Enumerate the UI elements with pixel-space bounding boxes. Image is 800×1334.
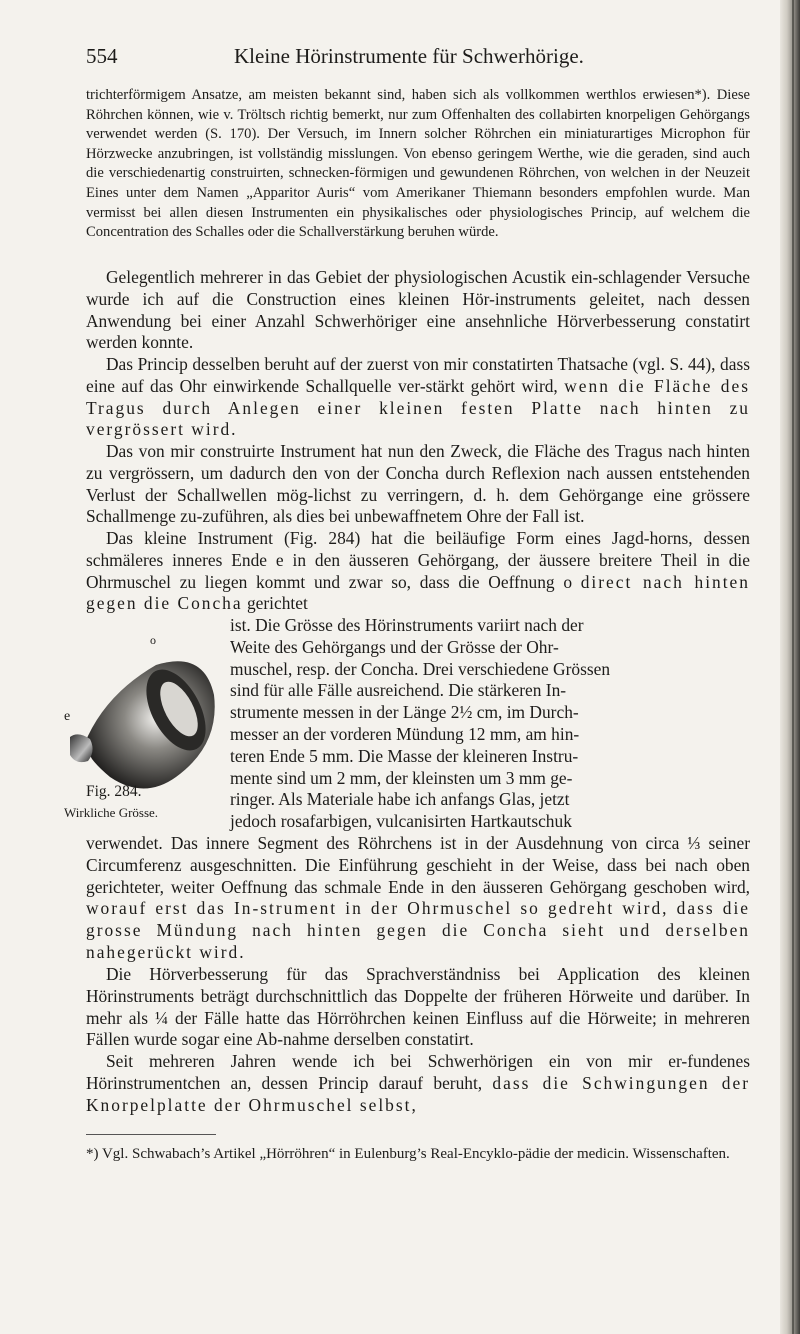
paragraph-7-text: Die Hörverbesserung für das Sprachverständniss bei Application des kleinen Hörinstruments beträgt durchschnittlich das Doppelte der früheren Hörweite und darüber. In mehr als ¼ der Fälle hatte das Hörröhrchen keinen Einfluss auf die Hörweite; in mehreren Fällen wurde sogar eine Ab-nahme derselben constatirt. xyxy=(86,964,750,1050)
paragraph-2 xyxy=(86,267,750,354)
wrap-line: messer an der vorderen Mündung 12 mm, am hin- xyxy=(230,723,580,744)
wrap-line: ist. Die Grösse des Hörinstruments variirt nach der xyxy=(230,615,584,635)
paragraph-4 xyxy=(86,441,750,528)
paragraph-5-part-c: gerichtet xyxy=(242,593,308,614)
page-number: 554 xyxy=(86,44,118,68)
paragraph-4-text: Das von mir construirte Instrument hat nun den Zweck, die Fläche des Tragus nach hinten zu vergrössern, um dadurch den von der Concha durch Reflexion nach aussen entstehenden Verlust der Schallwellen mög-lichst zu verringern, d. h. dem Gehörgange eine grössere Schallmenge zu-zuführen, als dies bei unbewaffnetem Ohre der Fall ist. xyxy=(86,441,750,527)
paragraph-8 xyxy=(86,1051,750,1116)
paragraph-5-text xyxy=(86,528,750,615)
page-header xyxy=(86,44,750,74)
figure-wrap-text xyxy=(230,615,750,833)
paragraph-3 xyxy=(86,354,750,441)
figure-label-o: o xyxy=(150,633,156,647)
wrap-line: jedoch rosafarbigen, vulcanisirten Hartkautschuk xyxy=(230,811,572,832)
paragraph-7 xyxy=(86,964,750,1051)
wrap-line: strumente messen in der Länge 2½ cm, im Durch- xyxy=(230,702,579,723)
paragraph-3-emphasis: wenn die Fläche des Tragus durch Anlegen einer kleinen festen Platte nach hinten zu vergrössert wird. xyxy=(86,375,750,440)
footnote-rule xyxy=(86,1134,216,1135)
paragraph-8-text xyxy=(86,1051,750,1116)
figure-label-e: e xyxy=(64,709,71,724)
paragraph-5-part-a: Das kleine Instrument (Fig. 284) hat die beiläufige Form eines Jagd-horns, dessen schmäleres inneres Ende e in den äusseren Gehörgang, der äussere breitere Theil in die Ohrmuschel zu liegen kommt und zwar so, dass die Oeffnung o xyxy=(86,528,750,592)
paragraph-6-emphasis: worauf erst das In-strument in der Ohrmuschel so gedreht wird, dass die grosse Mündung nach hinten gegen die Concha sieht und derselben nahegerückt wird. xyxy=(86,898,750,962)
wrap-line: sind für alle Fälle ausreichend. Die stärkeren In- xyxy=(230,680,567,701)
paragraph-3-part-a: Das Princip desselben beruht auf der zuerst von mir constatirten Thatsache (vgl. S. 44), dass eine auf das Ohr einwirkende Schallquelle ver-stärkt gehört wird, xyxy=(86,354,750,396)
running-title: Kleine Hörinstrumente für Schwerhörige. xyxy=(234,44,584,68)
paragraph-8-emphasis: dass die Schwingungen der Knorpelplatte der Ohrmuschel selbst, xyxy=(86,1072,750,1115)
paragraph-5 xyxy=(86,528,750,615)
horn-tip xyxy=(70,734,93,762)
page-gutter-shadow xyxy=(780,0,800,1334)
paragraph-6 xyxy=(86,833,750,964)
wrap-line: Weite des Gehörgangs und der Grösse der Ohr- xyxy=(230,636,559,657)
wrap-line: muschel, resp. der Concha. Drei verschiedene Grössen xyxy=(230,658,611,679)
gutter-line xyxy=(792,0,794,1334)
figure-caption: Fig. 284. xyxy=(86,783,142,800)
paragraph-8-part-a: Seit mehreren Jahren wende ich bei Schwerhörigen ein von mir er-fundenes Hörinstrumentchen an, dessen Princip darauf beruht, xyxy=(86,1051,750,1093)
paragraph-3-text xyxy=(86,354,750,441)
paragraph-6-part-a: verwendet. Das innere Segment des Röhrchens ist in der Ausdehnung von circa ⅓ seiner Circumferenz ausgeschnitten. Die Einführung geschieht in der Weise, dass bei nach oben gerichteter, weiter Oeffnung das schmale Ende in den äusseren Gehörgang geschoben wird, xyxy=(86,833,750,897)
paragraph-1-text: trichterförmigem Ansatze, am meisten bekannt sind, haben sich als vollkommen werthlos erwiesen*). Diese Röhrchen können, wie v. Tröltsch richtig bemerkt, nur zum Offenhalten des collabirten knorpeligen Gehörgangs verwendet werden (S. 170). Der Versuch, im Innern solcher Röhrchen ein miniaturartiges Microphon für Hörzwecke anzubringen, ist vollständig misslungen. Von ebenso geringem Werthe, wie die geraden, sind auch die verschiedenartig construirten, schnecken-förmigen und gewundenen Röhrchen, von welchen in der Neuzeit Eines unter dem Namen „Apparitor Auris“ vom Amerikaner Thiemann besonders empfohlen wurde. Man vermisst bei allen diesen Instrumenten ein physikalisches oder physiologisches Princip, auf welchem die Concentration des Schalles oder die Schallverstärkung beruhen würde. xyxy=(86,87,750,241)
wrap-line: ringer. Als Materiale habe ich anfangs Glas, jetzt xyxy=(230,789,570,810)
paragraph-1 xyxy=(86,86,750,243)
paragraph-6-text xyxy=(86,833,750,964)
wrap-line: mente sind um 2 mm, der kleinsten um 3 mm ge- xyxy=(230,767,573,788)
paragraph-5-emphasis: direct nach hinten gegen die Concha xyxy=(86,571,750,614)
paragraph-2-text: Gelegentlich mehrerer in das Gebiet der physiologischen Acustik ein-schlagender Versuche wurde ich auf die Construction eines kleinen Hör-instruments geleitet, nach dessen Anwendung bei einer Anzahl Schwerhöriger eine ansehnliche Hörverbesserung constatirt werden konnte. xyxy=(86,267,750,353)
wrap-line: teren Ende 5 mm. Die Masse der kleineren Instru- xyxy=(230,745,579,766)
footnote: *) Vgl. Schwabach’s Artikel „Hörröhren“ in Eulenburg’s Real-Encyklo-pädie der medicin. Wissenschaften. xyxy=(86,1146,730,1162)
figure-subcaption: Wirkliche Grösse. xyxy=(64,805,159,820)
